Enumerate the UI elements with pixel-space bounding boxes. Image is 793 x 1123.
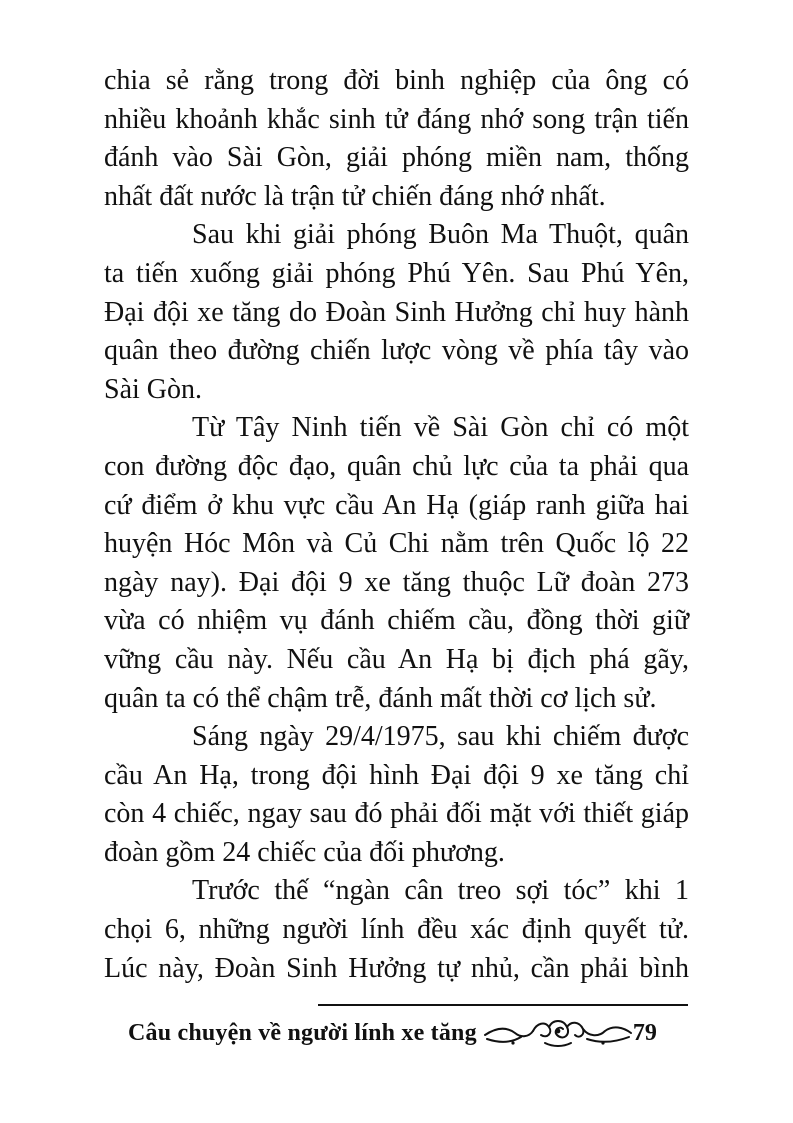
text-line: chọi 6, những người lính đều xác định quyết tử. bbox=[104, 914, 689, 946]
text-line: cứ điểm ở khu vực cầu An Hạ (giáp ranh giữa hai bbox=[104, 489, 689, 521]
text-line: nhất đất nước là trận tử chiến đáng nhớ nhất. bbox=[104, 180, 606, 212]
text-line: Từ Tây Ninh tiến về Sài Gòn chỉ có một bbox=[192, 412, 689, 444]
text-line: huyện Hóc Môn và Củ Chi nằm trên Quốc lộ 22 bbox=[104, 528, 689, 560]
paragraph-3 bbox=[104, 409, 689, 718]
text-line: Lúc này, Đoàn Sinh Hưởng tự nhủ, cần phải bình bbox=[104, 952, 689, 984]
text-line: ta tiến xuống giải phóng Phú Yên. Sau Phú Yên, bbox=[104, 257, 689, 289]
paragraph-4 bbox=[104, 718, 689, 872]
running-footer-title: Câu chuyện về người lính xe tăng bbox=[128, 1019, 477, 1046]
text-line: Đại đội xe tăng do Đoàn Sinh Hưởng chỉ huy hành bbox=[104, 296, 689, 328]
text-line: quân ta có thể chậm trễ, đánh mất thời cơ lịch sử. bbox=[104, 682, 657, 714]
paragraph-2 bbox=[104, 216, 689, 409]
text-line: nhiều khoảnh khắc sinh tử đáng nhớ song trận tiến bbox=[104, 103, 689, 135]
text-line: còn 4 chiếc, ngay sau đó phải đối mặt với thiết giáp bbox=[104, 798, 689, 830]
text-line: ngày nay). Đại đội 9 xe tăng thuộc Lữ đoàn 273 bbox=[104, 566, 689, 598]
text-line: đoàn gồm 24 chiếc của đối phương. bbox=[104, 836, 505, 868]
text-line: vừa có nhiệm vụ đánh chiếm cầu, đồng thời giữ bbox=[104, 605, 689, 637]
decorative-flourish-icon bbox=[483, 1013, 633, 1053]
paragraph-5 bbox=[104, 872, 689, 988]
paragraph-1 bbox=[104, 62, 689, 216]
text-line: Sáng ngày 29/4/1975, sau khi chiếm được bbox=[192, 721, 689, 753]
page-body bbox=[104, 62, 689, 988]
page-footer bbox=[128, 1011, 693, 1055]
text-line: quân theo đường chiến lược vòng về phía tây vào bbox=[104, 335, 689, 367]
page-number: 79 bbox=[632, 1019, 657, 1046]
text-line: cầu An Hạ, trong đội hình Đại đội 9 xe tăng chỉ bbox=[104, 759, 689, 791]
text-line: chia sẻ rằng trong đời binh nghiệp của ông có bbox=[104, 65, 689, 96]
text-line: con đường độc đạo, quân chủ lực của ta phải qua bbox=[104, 450, 689, 482]
text-line: đánh vào Sài Gòn, giải phóng miền nam, thống bbox=[104, 142, 689, 174]
footer-rule bbox=[318, 1004, 688, 1006]
text-line: Sau khi giải phóng Buôn Ma Thuột, quân bbox=[192, 219, 689, 251]
text-line: Trước thế “ngàn cân treo sợi tóc” khi 1 bbox=[192, 875, 689, 907]
text-line: Sài Gòn. bbox=[104, 373, 202, 405]
text-line: vững cầu này. Nếu cầu An Hạ bị địch phá gãy, bbox=[104, 643, 689, 675]
